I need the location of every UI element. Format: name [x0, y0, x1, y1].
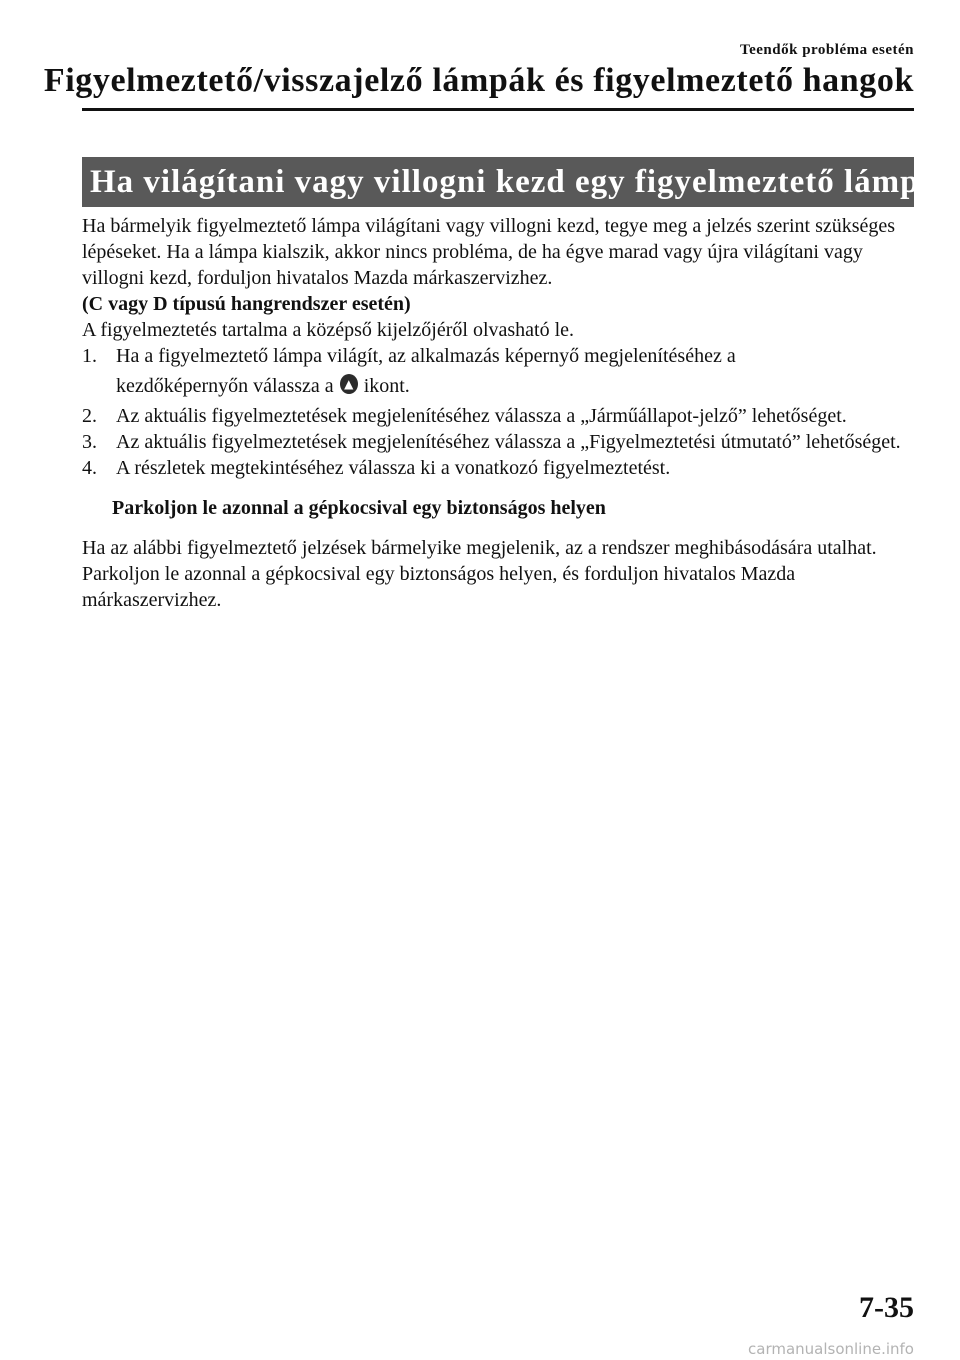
- page-number: 7-35: [859, 1291, 914, 1324]
- section-title-bar: [82, 157, 938, 207]
- watermark: carmanualsonline.info: [748, 1340, 914, 1358]
- step-number: 2.: [82, 405, 97, 427]
- step-text: kezdőképernyőn válassza a: [116, 375, 334, 397]
- step-number: 1.: [82, 345, 97, 367]
- step-text: Az aktuális figyelmeztetések megjelenítéséhez válassza a „Figyelmeztetési útmutató” lehetőséget.: [116, 431, 901, 453]
- step-number: 3.: [82, 431, 97, 453]
- step-text: Ha a figyelmeztető lámpa világít, az alkalmazás képernyő megjelenítéséhez a: [116, 345, 736, 367]
- lead-paragraph: A figyelmeztetés tartalma a középső kijelzőjéről olvasható le.: [82, 319, 575, 341]
- step-text-line: [116, 375, 410, 397]
- section-title: Ha világítani vagy villogni kezd egy figyelmeztető lámpa: [90, 163, 938, 200]
- list-item: [82, 403, 914, 429]
- main-content: [82, 213, 914, 613]
- warning-heading: Parkoljon le azonnal a gépkocsival egy biztonságos helyen: [112, 497, 606, 519]
- audio-system-subheading: (C vagy D típusú hangrendszer esetén): [82, 293, 411, 315]
- step-number: 4.: [82, 457, 97, 479]
- steps-list: [82, 343, 914, 481]
- list-item: [82, 343, 914, 403]
- step-text: A részletek megtekintéséhez válassza ki a vonatkozó figyelmeztetést.: [116, 457, 671, 479]
- intro-paragraph: Ha bármelyik figyelmeztető lámpa világítani vagy villogni kezd, tegye meg a jelzés szerint szükséges lépéseket. Ha a lámpa kialszik, akkor nincs probléma, de ha égve marad vagy újra világítani vagy villogni kezd, forduljon hivatalos Mazda márkaszervizhez.: [82, 215, 896, 289]
- applications-icon: ▲: [340, 374, 358, 394]
- page-title: Figyelmeztető/visszajelző lámpák és figyelmeztető hangok: [43, 62, 914, 99]
- header-divider: [82, 108, 914, 111]
- step-text: ikont.: [363, 375, 410, 397]
- list-item: [82, 429, 914, 455]
- step-text: Az aktuális figyelmeztetések megjelenítéséhez válassza a „Járműállapot-jelző” lehetőséget.: [116, 405, 847, 427]
- header-subtitle: Teendők probléma esetén: [739, 42, 914, 58]
- list-item: [82, 455, 914, 481]
- warning-body: Ha az alábbi figyelmeztető jelzések bármelyike megjelenik, az a rendszer meghibásodására utalhat. Parkoljon le azonnal a gépkocsival egy biztonságos helyen, és forduljon hivatalos Mazda márkaszervizhez.: [82, 537, 877, 611]
